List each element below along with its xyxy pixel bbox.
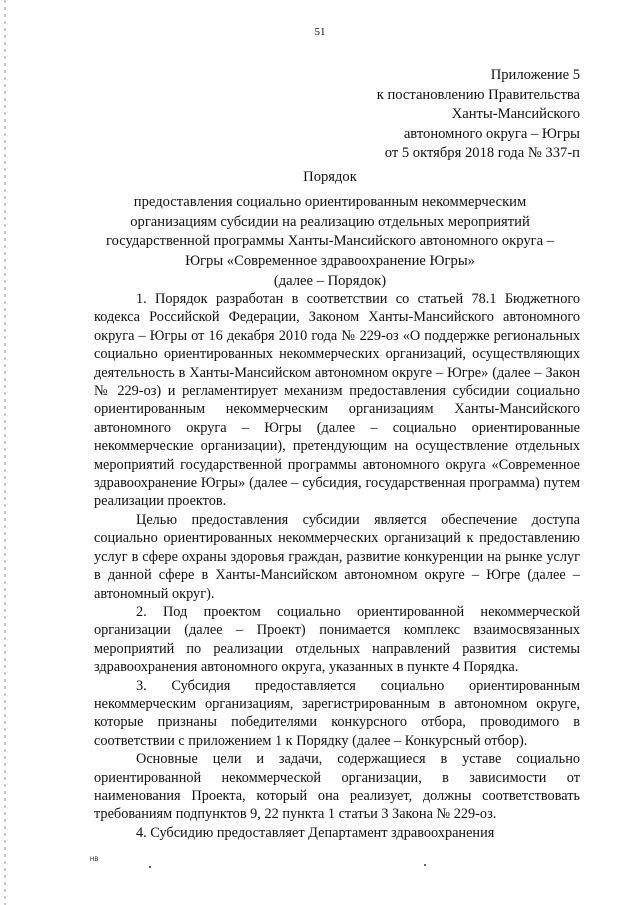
- appendix-line: Приложение 5: [490, 67, 580, 83]
- paragraph: Целью предоставления субсидии является обеспечение доступа социально ориентированных некоммерческих организаций к предоставлению услуг в сфере охраны здоровья граждан, развитие конкуренции на рынке услуг в данной сфере в Ханты-Мансийском автономном округе – Югре (далее – автономный округ).: [94, 511, 580, 602]
- footer-stamp: НВ: [90, 857, 99, 863]
- appendix-line: Ханты-Мансийского: [451, 106, 580, 123]
- appendix-header: [320, 66, 580, 164]
- paragraph: Основные цели и задачи, содержащиеся в уставе социально ориентированной некоммерческой организации, в зависимости от наименования Проекта, который она реализует, должны соответствовать требованиям подпунктов 9, 22 пункта 1 статьи 3 Закона № 229-оз.: [94, 751, 580, 823]
- document-body: [94, 290, 580, 842]
- title-line: предоставления социально ориентированным некоммерческим: [133, 193, 527, 210]
- title-line: (далее – Порядок): [273, 272, 387, 289]
- document-title: [80, 168, 580, 292]
- appendix-line: к постановлению Правительства: [376, 86, 580, 103]
- paragraph: 4. Субсидию предоставляет Департамент здравоохранения: [136, 824, 495, 841]
- paragraph: 2. Под проектом социально ориентированной некоммерческой организации (далее – Проект) понимается комплекс взаимосвязанных мероприятий по реализации отдельных направлений развития системы здравоохранения автономного округа, указанных в пункте 4 Порядка.: [94, 603, 580, 676]
- title-line: организациям субсидии на реализацию отдельных мероприятий: [130, 213, 530, 230]
- paragraph: 3. Субсидия предоставляется социально ориентированным некоммерческим организациям, зарегистрированным в автономном округе, которые признаны победителями конкурсного отбора, проводимого в соответствии с приложением 1 к Порядку (далее – Конкурсный отбор).: [94, 677, 580, 749]
- appendix-line: автономного округа – Югры: [403, 125, 580, 142]
- title-line: Югры «Современное здравоохранение Югры»: [185, 253, 475, 270]
- scan-dot: [424, 864, 426, 866]
- scan-edge-artifact: [4, 0, 6, 905]
- scan-dot: [149, 866, 151, 868]
- paragraph: 1. Порядок разработан в соответствии со статьей 78.1 Бюджетного кодекса Российской Федерации, Законом Ханты-Мансийского автономного округа – Югры от 16 декабря 2010 года № 229-оз «О поддержке региональных социально ориентированных некоммерческих организаций, осуществляющих деятельность в Ханты-Мансийском автономном округе – Югре» (далее – Закон № 229-оз) и регламентирует механизм предоставления субсидии социально ориентированным некоммерческим организациям Ханты-Мансийского автономного округа – Югры (далее – социально ориентированные некоммерческие организации), претендующим на осуществление отдельных мероприятий государственной программы автономного округа «Современное здравоохранение Югры» (далее – субсидия, государственная программа) путем реализации проектов.: [94, 291, 580, 510]
- page-number: 51: [314, 26, 326, 38]
- title-heading: Порядок: [303, 169, 357, 185]
- title-line: государственной программы Ханты-Мансийского автономного округа –: [105, 233, 555, 250]
- appendix-line: от 5 октября 2018 года № 337-п: [384, 145, 580, 162]
